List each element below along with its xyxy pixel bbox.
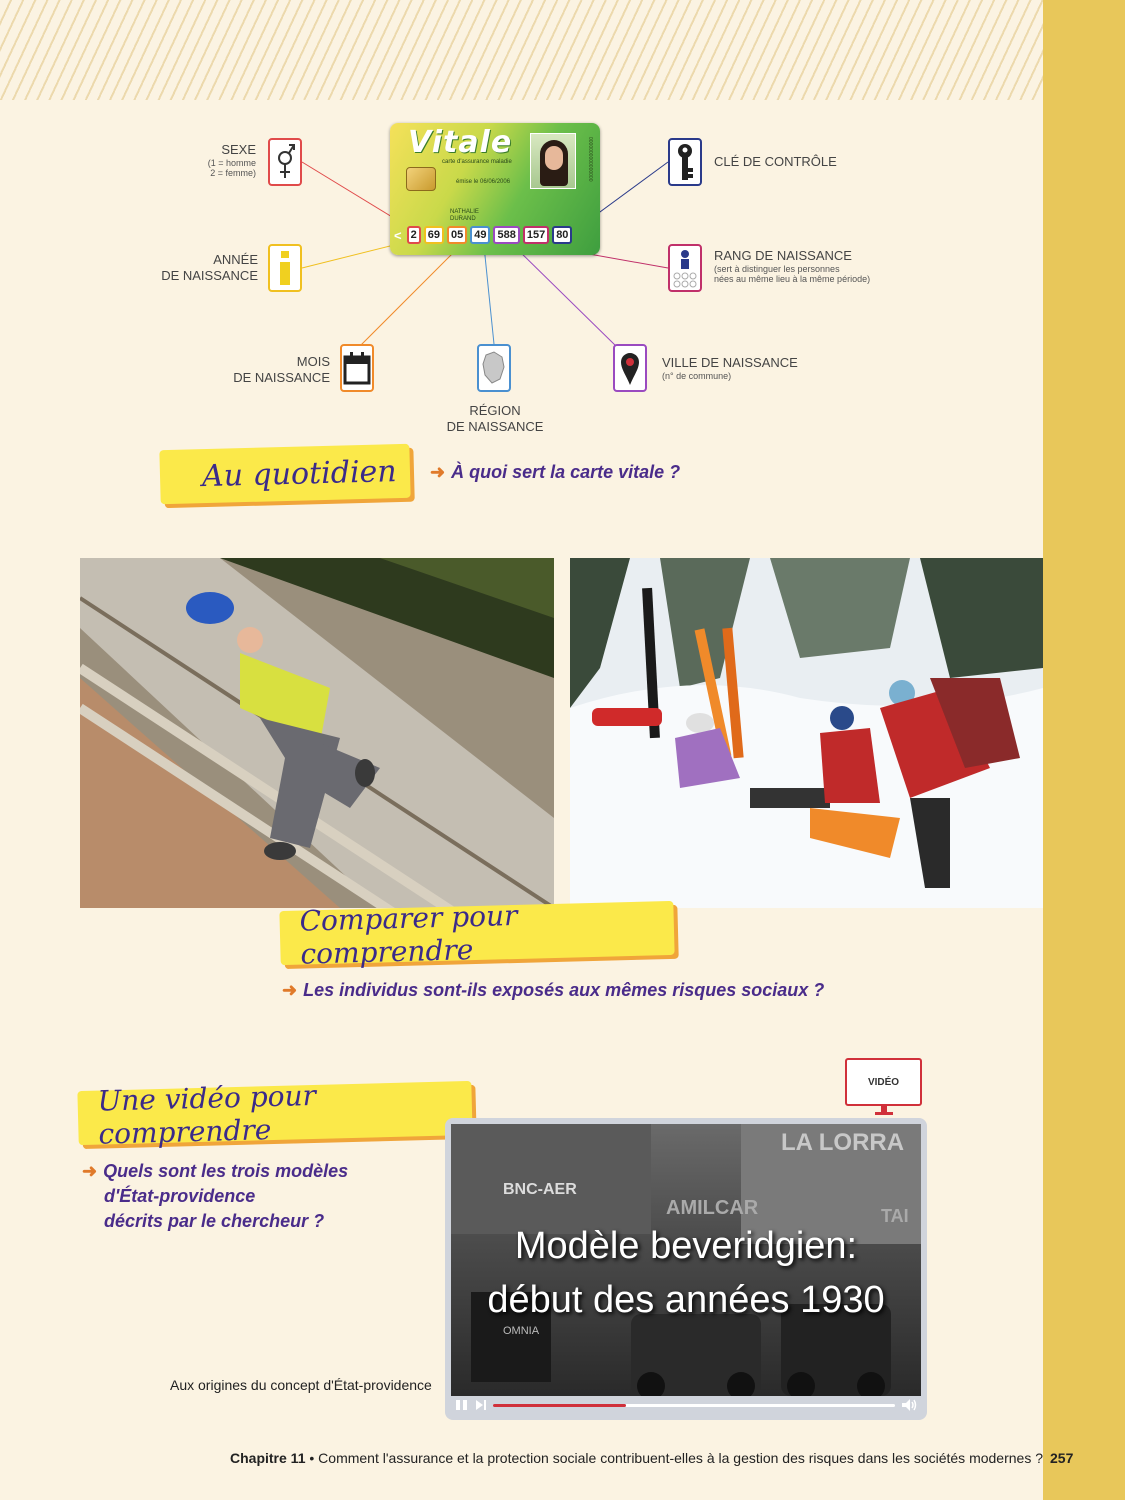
sign-omnia: OMNIA bbox=[503, 1325, 540, 1337]
pause-icon[interactable] bbox=[455, 1399, 469, 1411]
video-question-1: Quels sont les trois modèles bbox=[103, 1161, 349, 1181]
video-overlay-line-1: Modèle beveridgien: bbox=[514, 1225, 858, 1267]
annee-label-1: ANNÉE bbox=[213, 252, 258, 267]
rang-label: RANG DE NAISSANCE bbox=[714, 248, 852, 263]
comparer-banner bbox=[279, 898, 674, 971]
chapter-side-band bbox=[1043, 0, 1125, 1500]
arrow-icon: ➜ bbox=[430, 462, 446, 482]
people-icon bbox=[668, 244, 702, 292]
number-part-annee: 69 bbox=[424, 226, 444, 244]
chip-icon bbox=[406, 167, 436, 191]
chapter-title: Comment l'assurance et la protection sociale contribuent-elles à la gestion des risques dans les sociétés modernes ? bbox=[318, 1450, 1044, 1466]
skip-forward-icon[interactable] bbox=[475, 1399, 487, 1411]
card-holder-last: DURAND bbox=[450, 216, 476, 222]
card-date: émise le 06/06/2006 bbox=[456, 179, 511, 185]
video-overlay-line-2: début des années 1930 bbox=[487, 1279, 885, 1321]
comparer-title: Comparer pour comprendre bbox=[299, 898, 518, 971]
sign-tai: TAI bbox=[881, 1206, 909, 1226]
rang-label-group bbox=[714, 248, 914, 284]
mois-label-1: MOIS bbox=[296, 354, 330, 369]
sexe-detail-1: (1 = homme bbox=[207, 158, 256, 168]
number-part-rang: 157 bbox=[523, 226, 549, 244]
sign-bnc: BNC-AER bbox=[503, 1181, 577, 1198]
social-security-number bbox=[394, 226, 572, 244]
number-part-cle: 80 bbox=[552, 226, 572, 244]
video-banner bbox=[77, 1078, 472, 1151]
chapter-footer bbox=[230, 1450, 1043, 1466]
mois-label-2: DE NAISSANCE bbox=[233, 370, 330, 385]
chapter-label: Chapitre 11 bbox=[230, 1450, 306, 1466]
rang-detail-1: (sert à distinguer les personnes bbox=[714, 264, 840, 274]
video-badge-label: VIDÉO bbox=[867, 1076, 900, 1088]
number-part-ville: 588 bbox=[493, 226, 519, 244]
au-quotidien-banner bbox=[159, 444, 410, 505]
comparer-question-line bbox=[282, 980, 824, 1001]
key-icon bbox=[668, 138, 702, 186]
calendar-icon bbox=[340, 344, 374, 392]
video-question-block bbox=[82, 1159, 348, 1234]
number-part-mois: 05 bbox=[447, 226, 467, 244]
sign-amilcar: AMILCAR bbox=[666, 1197, 759, 1219]
monitor-icon bbox=[872, 1106, 896, 1116]
region-label-1: RÉGION bbox=[469, 403, 521, 418]
ville-label-group bbox=[662, 355, 822, 381]
video-progress-bar[interactable] bbox=[493, 1404, 895, 1407]
video-player[interactable] bbox=[445, 1118, 927, 1420]
location-pin-icon bbox=[613, 344, 647, 392]
video-badge[interactable] bbox=[845, 1058, 922, 1106]
annee-label-group bbox=[150, 252, 258, 284]
arrow-icon: ➜ bbox=[282, 980, 298, 1000]
rang-detail-2: nées au même lieu à la même période) bbox=[714, 274, 871, 284]
au-quotidien-question: À quoi sert la carte vitale ? bbox=[451, 462, 681, 482]
map-icon bbox=[477, 344, 511, 392]
sexe-detail-2: 2 = femme) bbox=[210, 168, 256, 178]
sign-lorraine: LA LORRA bbox=[781, 1129, 905, 1156]
photo-ski-rescue bbox=[570, 558, 1043, 908]
number-part-region: 49 bbox=[470, 226, 490, 244]
card-holder-first: NATHALIE bbox=[450, 209, 479, 215]
region-label-2: DE NAISSANCE bbox=[446, 419, 544, 434]
video-question-2: d'État-providence bbox=[104, 1186, 256, 1206]
mois-label-group bbox=[220, 354, 330, 386]
video-screen[interactable] bbox=[451, 1124, 921, 1396]
gender-icon bbox=[268, 138, 302, 186]
video-question-3: décrits par le chercheur ? bbox=[104, 1211, 325, 1231]
video-controls bbox=[451, 1396, 921, 1414]
card-holder bbox=[450, 209, 479, 223]
au-quotidien-title: Au quotidien bbox=[201, 453, 398, 494]
video-progress-fill bbox=[493, 1404, 626, 1407]
video-caption: Aux origines du concept d'État-providence bbox=[170, 1377, 432, 1393]
video-title: Une vidéo pour comprendre bbox=[97, 1078, 317, 1151]
card-serial: 0000000000000000 bbox=[587, 137, 593, 182]
footer-separator: • bbox=[305, 1450, 319, 1466]
volume-icon[interactable] bbox=[901, 1398, 917, 1412]
sexe-label: SEXE bbox=[221, 142, 256, 157]
cle-label: CLÉ DE CONTRÔLE bbox=[714, 154, 837, 169]
number-caret: < bbox=[394, 227, 402, 243]
annee-label-2: DE NAISSANCE bbox=[161, 268, 258, 283]
sexe-label-group bbox=[190, 142, 256, 178]
region-label-group bbox=[430, 403, 560, 435]
comparer-question: Les individus sont-ils exposés aux mêmes risques sociaux ? bbox=[303, 980, 825, 1000]
photo-worker-accident bbox=[80, 558, 554, 908]
card-title: Vitale bbox=[408, 125, 513, 160]
vitale-card bbox=[390, 123, 600, 255]
number-part-sexe: 2 bbox=[407, 226, 421, 244]
ville-label: VILLE DE NAISSANCE bbox=[662, 355, 798, 370]
holder-photo bbox=[530, 133, 576, 189]
arrow-icon: ➜ bbox=[82, 1161, 98, 1181]
card-subtitle: carte d'assurance maladie bbox=[442, 159, 512, 165]
au-quotidien-question-line bbox=[430, 462, 680, 483]
page-number: 257 bbox=[1050, 1450, 1074, 1466]
ville-detail: (n° de commune) bbox=[662, 371, 732, 381]
info-icon bbox=[268, 244, 302, 292]
